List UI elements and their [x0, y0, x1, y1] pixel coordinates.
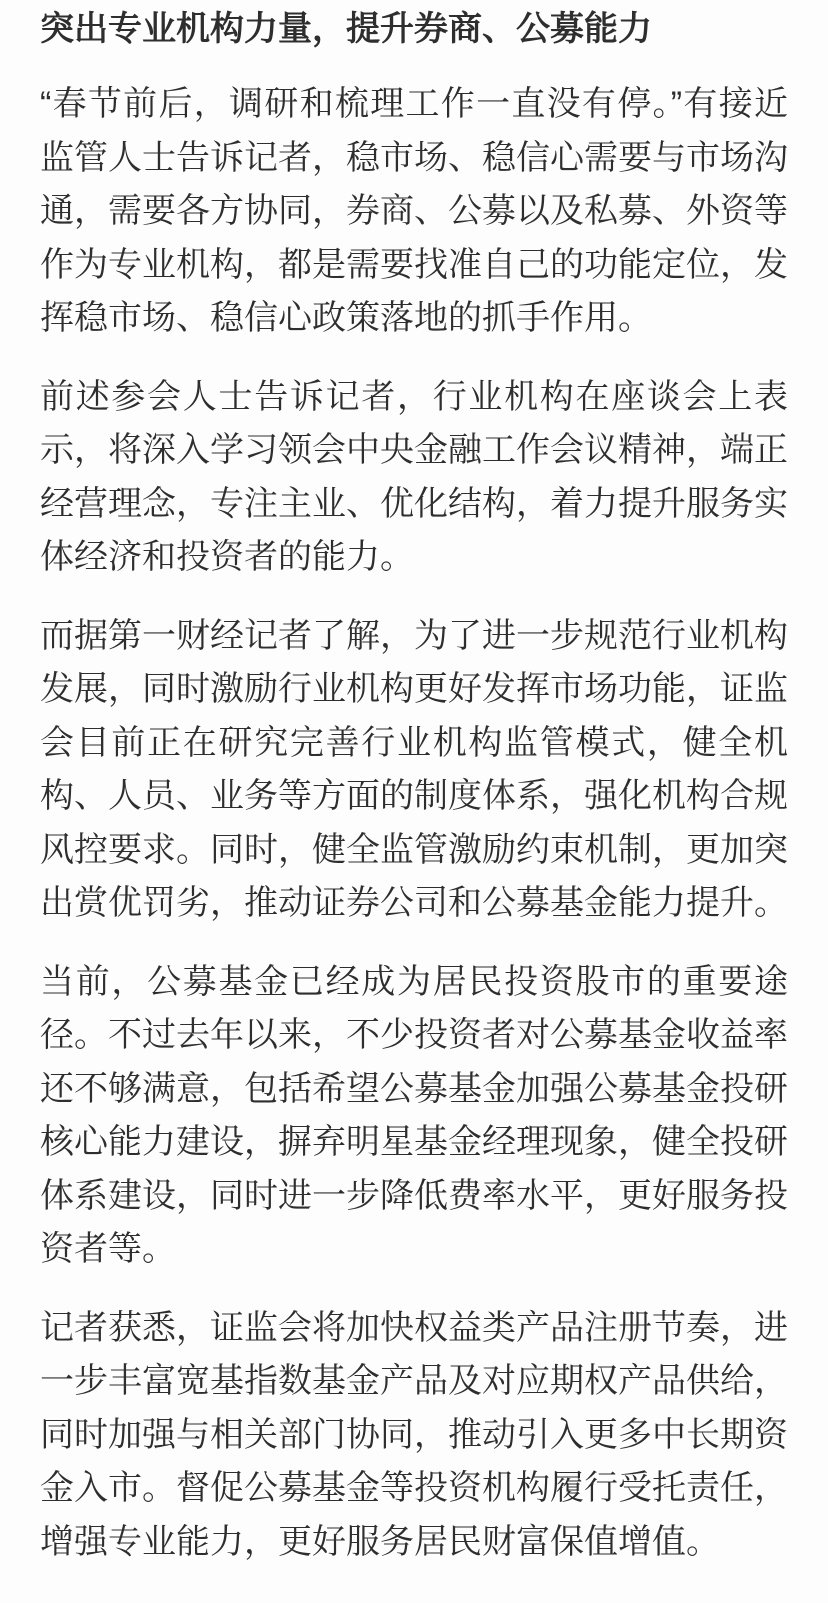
article-paragraph: “春节前后，调研和梳理工作一直没有停。”有接近监管人士告诉记者，稳市场、稳信心需要与市场沟通，需要各方协同，券商、公募以及私募、外资等作为专业机构，都是需要找准自己的功能定位，发挥稳市场、稳信心政策落地的抓手作用。 [40, 85, 788, 337]
article-heading: 突出专业机构力量，提升券商、公募能力 [40, 10, 652, 48]
article-paragraph: 前述参会人士告诉记者，行业机构在座谈会上表示，将深入学习领会中央金融工作会议精神，端正经营理念，专注主业、优化结构，着力提升服务实体经济和投资者的能力。 [40, 377, 788, 576]
article-paragraph: 记者获悉，证监会将加快权益类产品注册节奏，进一步丰富宽基指数基金产品及对应期权产品供给，同时加强与相关部门协同，推动引入更多中长期资金入市。督促公募基金等投资机构履行受托责任，增强专业能力，更好服务居民财富保值增值。 [40, 1308, 788, 1561]
article-paragraph: 当前，公募基金已经成为居民投资股市的重要途径。不过去年以来，不少投资者对公募基金收益率还不够满意，包括希望公募基金加强公募基金投研核心能力建设，摒弃明星基金经理现象，健全投研体系建设，同时进一步降低费率水平，更好服务投资者等。 [40, 962, 788, 1268]
article-paragraph: 而据第一财经记者了解，为了进一步规范行业机构发展，同时激励行业机构更好发挥市场功能，证监会目前正在研究完善行业机构监管模式，健全机构、人员、业务等方面的制度体系，强化机构合规风控要求。同时，健全监管激励约束机制，更加突出赏优罚劣，推动证券公司和公募基金能力提升。 [40, 616, 788, 922]
